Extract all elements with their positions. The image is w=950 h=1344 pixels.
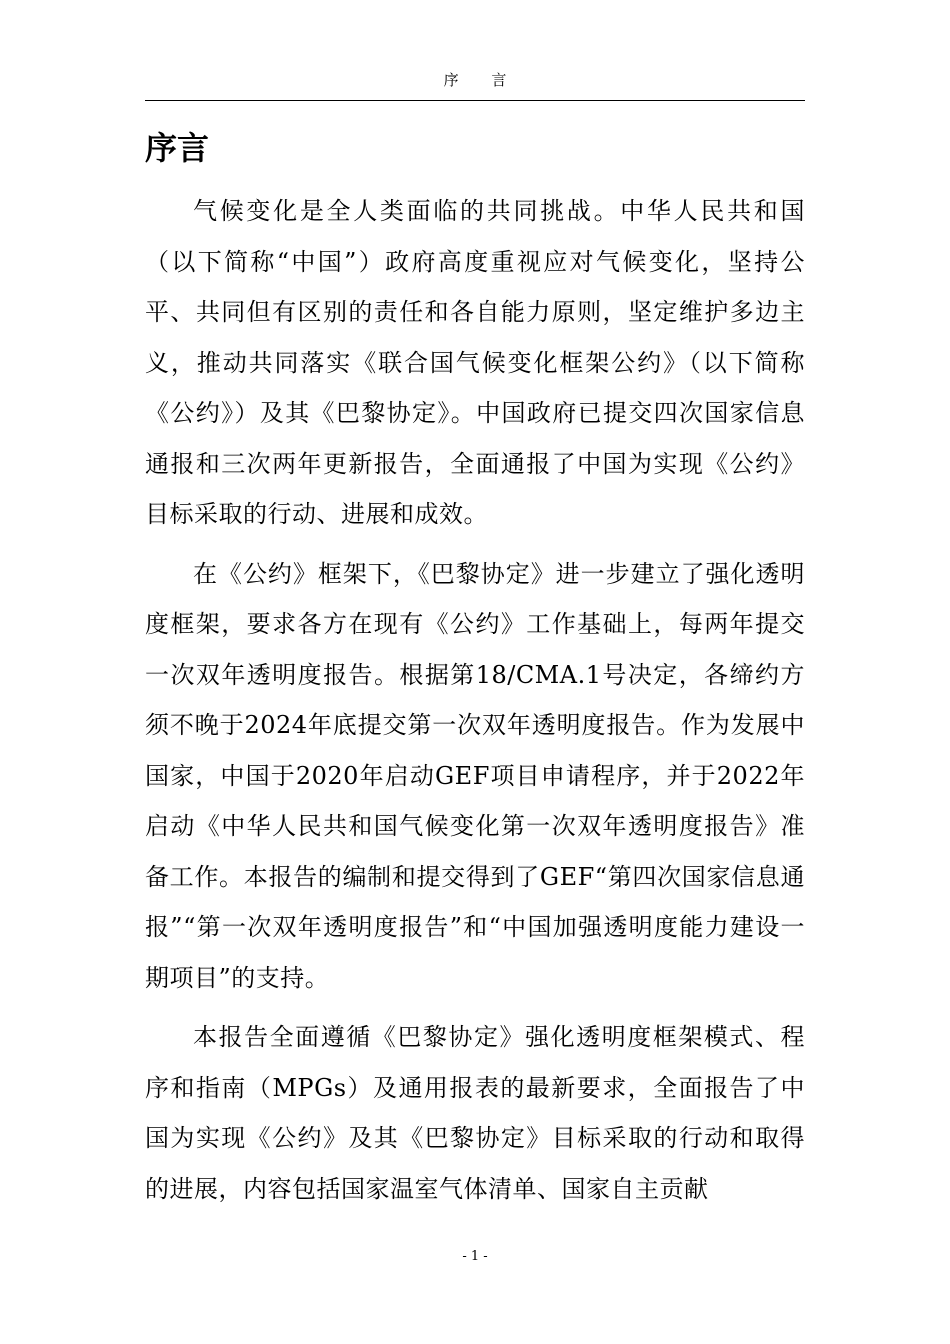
paragraph-2: 在《公约》框架下，《巴黎协定》进一步建立了强化透明度框架，要求各方在现有《公约》工作基础上，每两年提交一次双年透明度报告。根据第18/CMA.1号决定，各缔约方须不晚于2024年底提交第一次双年透明度报告。作为发展中国家，中国于2020年启动GEF项目申请程序，并于2022年启动《中华人民共和国气候变化第一次双年透明度报告》准备工作。本报告的编制和提交得到了GEF“第四次国家信息通报”“第一次双年透明度报告”和“中国加强透明度能力建设一期项目”的支持。	[145, 559, 805, 992]
body-text	[145, 186, 805, 1223]
paragraph-1: 气候变化是全人类面临的共同挑战。中华人民共和国（以下简称“中国”）政府高度重视应对气候变化，坚持公平、共同但有区别的责任和各自能力原则，坚定维护多边主义，推动共同落实《联合国气候变化框架公约》（以下简称《公约》）及其《巴黎协定》。中国政府已提交四次国家信息通报和三次两年更新报告，全面通报了中国为实现《公约》目标采取的行动、进展和成效。	[145, 197, 805, 528]
header-rule	[145, 100, 805, 101]
page-number: - 1 -	[462, 1249, 488, 1264]
paragraph-3: 本报告全面遵循《巴黎协定》强化透明度框架模式、程序和指南（MPGs）及通用报表的最新要求，全面报告了中国为实现《公约》及其《巴黎协定》目标采取的行动和取得的进展，内容包括国家温室气体清单、国家自主贡献	[145, 1023, 805, 1203]
running-header: 序 言	[443, 71, 521, 89]
section-title: 序言	[145, 129, 210, 167]
